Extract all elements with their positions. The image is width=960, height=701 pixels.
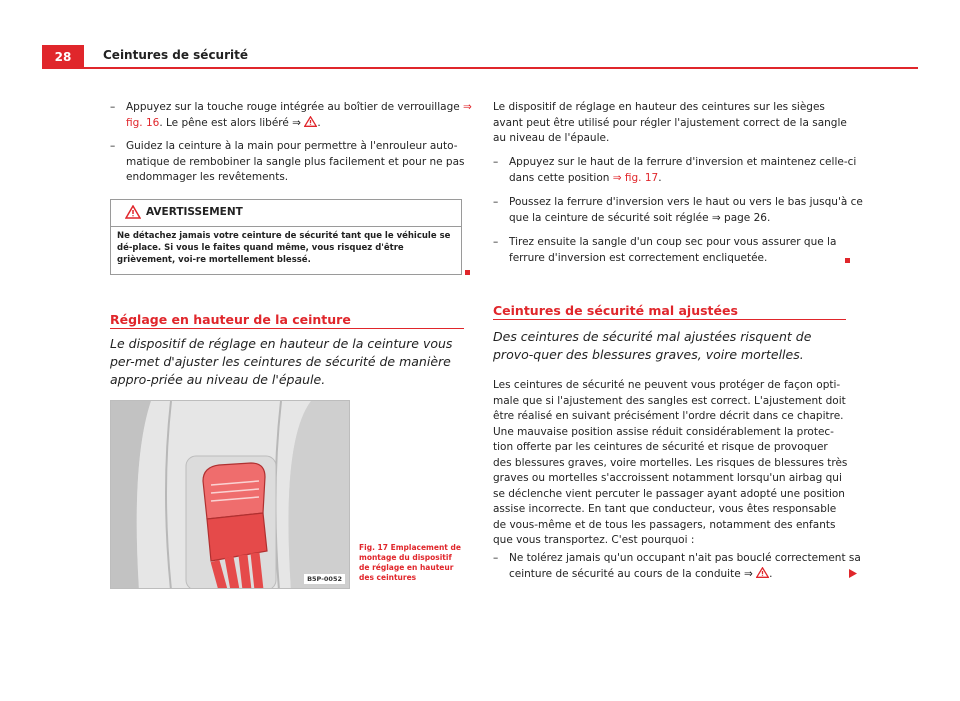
section-intro-height-adjust: Le dispositif de réglage en hauteur de la ceinture vous per-met d'ajuster les ceintures de sécurité de manière appro-priée au niveau de l'épaule. xyxy=(110,336,453,387)
step-release-buckle xyxy=(110,100,476,131)
warning-triangle-icon[interactable] xyxy=(756,567,769,578)
step-text-after: . Le pêne est alors libéré ⇒ xyxy=(159,116,301,129)
running-header: Ceintures de sécurité xyxy=(103,48,249,62)
page-number: 28 xyxy=(42,45,84,69)
belt-adjuster-illustration xyxy=(111,401,350,589)
step-press-ferrule xyxy=(493,155,864,186)
step-text-after: . xyxy=(658,171,662,184)
step-dash: – xyxy=(493,156,499,168)
section-rule xyxy=(110,328,464,329)
step-never-tolerate xyxy=(493,551,864,582)
fig-17-link[interactable]: ⇒ fig. 17 xyxy=(612,171,659,184)
step-dash: – xyxy=(493,552,499,564)
intro-paragraph: Le dispositif de réglage en hauteur des ceintures sur les sièges avant peut être utilisé pour régler l'ajustement correct de la sangle au niveau de l'épaule. xyxy=(493,101,847,144)
header-rule xyxy=(84,67,918,69)
figure-belt-height-adjuster xyxy=(110,400,350,589)
step-dash: – xyxy=(493,196,499,208)
section-intro-misadjusted-belts: Des ceintures de sécurité mal ajustées risquent de provo-quer des blessures graves, voire mortelles. xyxy=(493,329,812,362)
step-text: Appuyez sur le haut de la ferrure d'inversion et maintenez celle-ci dans cette position xyxy=(509,156,857,184)
step-dash: – xyxy=(110,140,116,152)
warning-title-bar xyxy=(111,200,461,227)
warning-title: AVERTISSEMENT xyxy=(146,206,243,218)
step-end: . xyxy=(317,116,321,129)
step-pull-strap xyxy=(493,235,864,266)
end-of-section-marker xyxy=(845,258,850,263)
step-text: Ne tolérez jamais qu'un occupant n'ait pas bouclé correctement sa ceinture de sécurité au cours de la conduite ⇒ xyxy=(509,552,861,580)
step-text: Poussez la ferrure d'inversion vers le haut ou vers le bas jusqu'à ce que la ceinture de sécurité soit réglée ⇒ page 26. xyxy=(509,196,863,224)
continue-arrow-icon[interactable] xyxy=(848,569,857,578)
section-rule xyxy=(493,319,846,320)
step-end: . xyxy=(769,567,773,580)
warning-triangle-icon[interactable] xyxy=(304,116,317,127)
step-text: Guidez la ceinture à la main pour permettre à l'enrouleur auto-matique de rembobiner la sangle plus facilement et pour ne pas endommager les revêtements. xyxy=(126,140,465,183)
step-dash: – xyxy=(110,101,116,113)
warning-triangle-icon xyxy=(125,205,141,219)
fig-16-link[interactable]: ⇒ fig. 16 xyxy=(126,101,472,129)
step-push-ferrule xyxy=(493,195,864,226)
warning-text: Ne détachez jamais votre ceinture de sécurité tant que le véhicule se dé-place. Si vous le faites quand même, vous risquez d'être grièvement, voi-re mortellement blessé. xyxy=(117,231,451,265)
warning-box xyxy=(110,199,462,275)
end-of-section-marker xyxy=(465,270,470,275)
figure-code: B5P-0052 xyxy=(304,574,345,584)
step-text: Tirez ensuite la sangle d'un coup sec pour vous assurer que la ferrure d'inversion est correctement encliquetée. xyxy=(509,236,837,264)
section-title-misadjusted-belts: Ceintures de sécurité mal ajustées xyxy=(493,303,738,318)
section-title-height-adjust: Réglage en hauteur de la ceinture xyxy=(110,312,351,327)
body-paragraph: Les ceintures de sécurité ne peuvent vous protéger de façon opti-male que si l'ajustement des sangles est correct. L'ajustement doit être réalisé en suivant précisément l'ordre décrit dans ce chapitre. Une mauvaise position assise réduit considérablement la protec-tion offerte par les ceintures de sécurité et risque de provoquer des blessures graves, voire mortelles. Les risques de blessures très graves ou mortelles s'accroissent notamment lorsqu'un airbag qui se déclenche vient percuter le passager ayant adopté une position assise incorrecte. En tant que conducteur, vous êtes responsable de vous-même et de tous les passagers, notamment des enfants que vous transportez. C'est pourquoi : xyxy=(493,379,848,546)
figure-caption: Fig. 17 Emplacement de montage du dispositif de réglage en hauteur des ceintures xyxy=(359,543,461,582)
step-text: Appuyez sur la touche rouge intégrée au boîtier de verrouillage xyxy=(126,101,460,113)
step-guide-belt xyxy=(110,139,476,186)
step-dash: – xyxy=(493,236,499,248)
